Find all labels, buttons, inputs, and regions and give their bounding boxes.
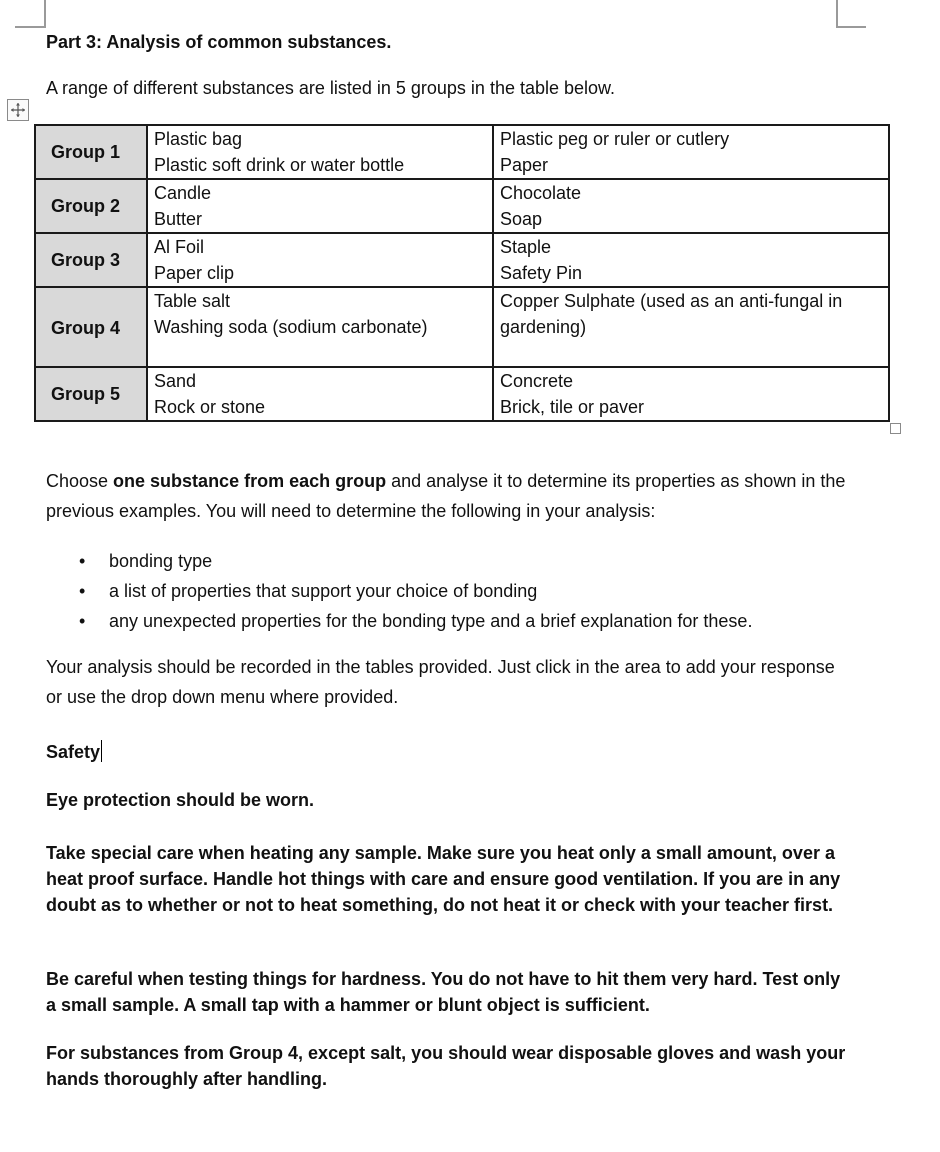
group-substances-col1[interactable] xyxy=(147,233,493,287)
table-move-handle[interactable] xyxy=(7,99,29,121)
table-resize-handle[interactable] xyxy=(890,423,901,434)
substance: Plastic soft drink or water bottle xyxy=(154,155,405,175)
substance: Candle xyxy=(154,183,212,203)
intro-text: A range of different substances are listed in 5 groups in the table below. xyxy=(46,78,616,98)
table-row xyxy=(35,233,889,287)
safety-title: Safety xyxy=(46,742,101,762)
group-name: Group 2 xyxy=(35,179,147,233)
group-substances-col1[interactable] xyxy=(147,179,493,233)
group-substances-col1[interactable] xyxy=(147,287,493,367)
substance: Brick, tile or paver xyxy=(500,397,645,417)
substance: Plastic bag xyxy=(154,129,243,149)
group-name: Group 3 xyxy=(35,233,147,287)
page-heading: Part 3: Analysis of common substances. xyxy=(46,32,392,52)
move-icon xyxy=(10,102,26,118)
group-substances-col1[interactable] xyxy=(147,367,493,421)
safety-hardness: Be careful when testing things for hardness. You do not have to hit them very hard. Test only a small sample. A small tap with a hammer or blunt object is sufficient. xyxy=(46,969,841,1015)
substance: Copper Sulphate (used as an anti-fungal in gardening) xyxy=(500,291,843,337)
choose-emphasis: one substance from each group xyxy=(113,471,387,491)
group-name: Group 1 xyxy=(35,125,147,179)
substance: Rock or stone xyxy=(154,397,266,417)
substance: Plastic peg or ruler or cutlery xyxy=(500,129,730,149)
substance: Paper clip xyxy=(154,263,235,283)
table-row xyxy=(35,287,889,367)
choose-instructions xyxy=(46,466,846,526)
crop-mark-top-left xyxy=(15,0,46,28)
safety-group4: For substances from Group 4, except salt, you should wear disposable gloves and wash your hands thoroughly after handling. xyxy=(46,1043,846,1089)
choose-post: and analyse it to determine its properties as shown in the previous examples. You will need to determine the following in your analysis: xyxy=(46,471,846,521)
analysis-requirements-list xyxy=(46,546,752,636)
group-substances-col2[interactable] xyxy=(493,125,889,179)
group-substances-col2[interactable] xyxy=(493,179,889,233)
substance: Chocolate xyxy=(500,183,582,203)
substance: Soap xyxy=(500,209,543,229)
choose-pre: Choose xyxy=(46,471,114,491)
table-row xyxy=(35,179,889,233)
list-item: • a list of properties that support your choice of bonding xyxy=(46,576,752,606)
substance: Al Foil xyxy=(154,237,205,257)
substance: Washing soda (sodium carbonate) xyxy=(154,317,428,337)
substance: Safety Pin xyxy=(500,263,583,283)
group-name: Group 5 xyxy=(35,367,147,421)
group-substances-col2[interactable] xyxy=(493,367,889,421)
substance: Sand xyxy=(154,371,197,391)
safety-eye-protection: Eye protection should be worn. xyxy=(46,790,315,810)
table-row xyxy=(35,367,889,421)
substance: Staple xyxy=(500,237,552,257)
safety-heating: Take special care when heating any sample. Make sure you heat only a small amount, over a heat proof surface. Handle hot things with care and ensure good ventilation. If you are in any doubt as to whether or not to heat something, do not heat it or check with your teacher first. xyxy=(46,843,841,915)
list-item: • bonding type xyxy=(46,546,752,576)
list-item: • any unexpected properties for the bonding type and a brief explanation for these. xyxy=(46,606,752,636)
text-cursor xyxy=(101,740,102,762)
substance: Paper xyxy=(500,155,549,175)
analysis-note: Your analysis should be recorded in the tables provided. Just click in the area to add your response or use the drop down menu where provided. xyxy=(46,657,835,707)
table-row xyxy=(35,125,889,179)
group-substances-col2[interactable] xyxy=(493,287,889,367)
group-substances-col1[interactable] xyxy=(147,125,493,179)
substance: Butter xyxy=(154,209,203,229)
group-name: Group 4 xyxy=(35,287,147,367)
substance: Concrete xyxy=(500,371,574,391)
substance-groups-table xyxy=(34,124,890,422)
substance: Table salt xyxy=(154,291,231,311)
group-substances-col2[interactable] xyxy=(493,233,889,287)
safety-heading[interactable] xyxy=(46,740,102,763)
crop-mark-top-right xyxy=(836,0,866,28)
